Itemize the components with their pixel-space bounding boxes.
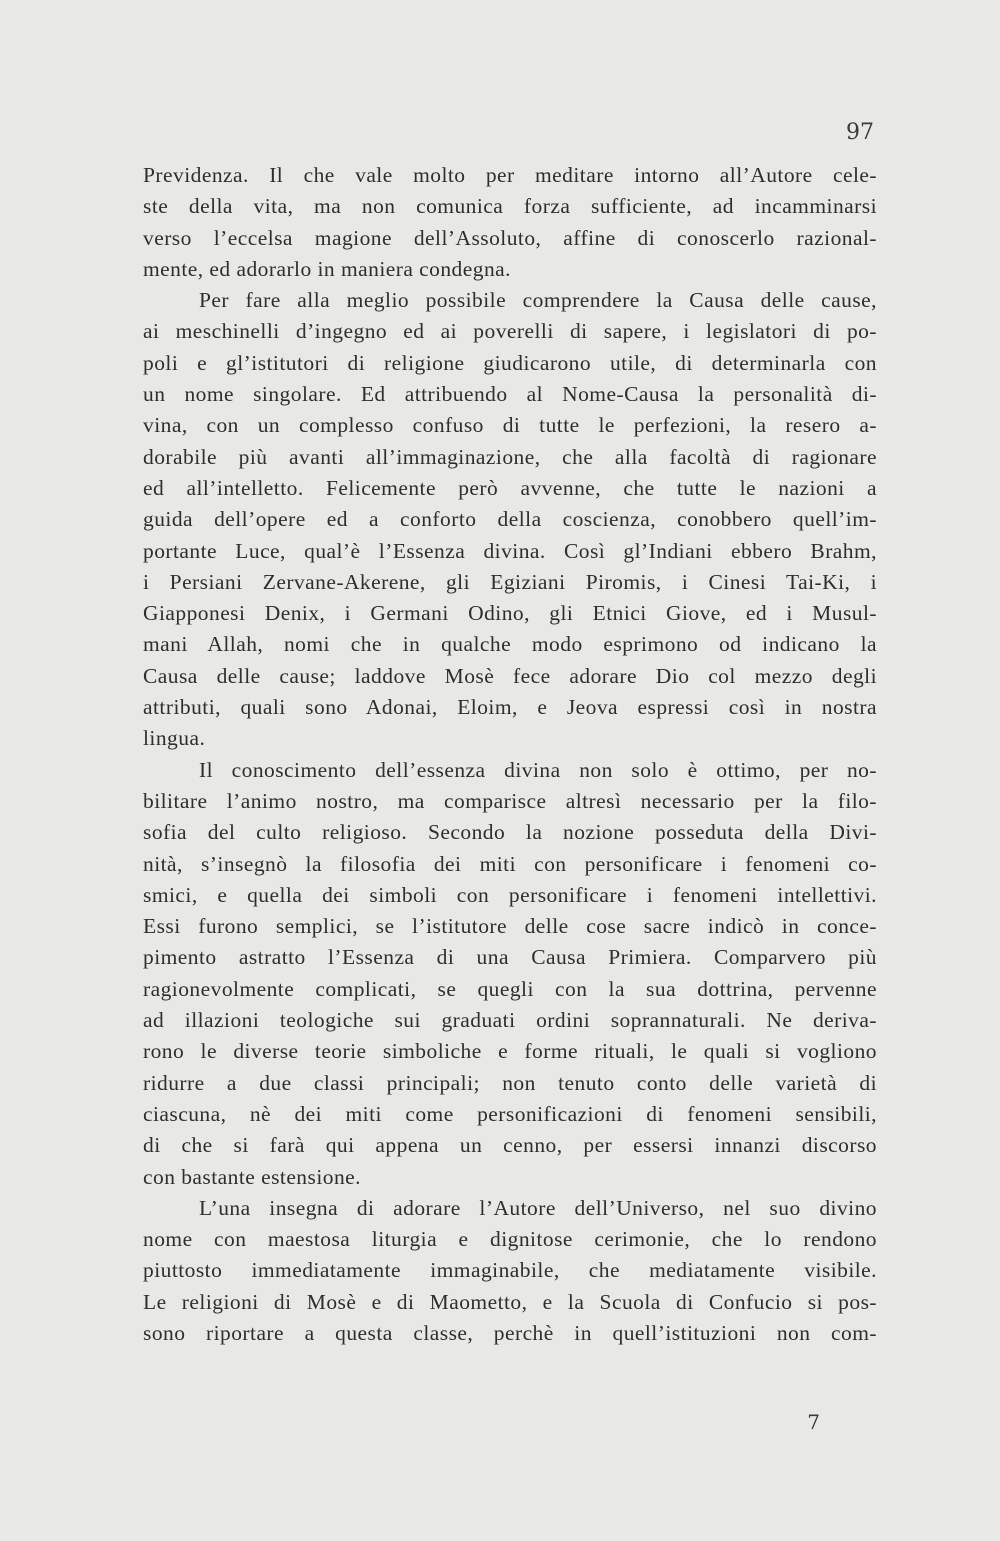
text-line: ragionevolmente complicati, se quegli con la sua dottrina, pervenne — [143, 976, 877, 1001]
text-line: Previdenza. Il che vale molto per meditare intorno all’Autore cele- — [143, 163, 877, 187]
text-line: Essi furono semplici, se l’istitutore delle cose sacre indicò in conce- — [143, 914, 877, 939]
text-line: ridurre a due classi principali; non tenuto conto delle varietà di — [143, 1070, 877, 1095]
text-line: nome con maestosa liturgia e dignitose cerimonie, che lo rendono — [143, 1227, 877, 1252]
text-line: Il conoscimento dell’essenza divina non solo è ottimo, per no- — [199, 757, 877, 782]
text-line: ciascuna, nè dei miti come personificazioni di fenomeni sensibili, — [143, 1101, 877, 1126]
text-line: ad illazioni teologiche sui graduati ordini soprannaturali. Ne deriva- — [143, 1008, 877, 1033]
text-line: Causa delle cause; laddove Mosè fece adorare Dio col mezzo degli — [143, 663, 877, 688]
text-line: ai meschinelli d’ingegno ed ai poverelli di sapere, i legislatori di po- — [143, 319, 877, 344]
text-line: con bastante estensione. — [143, 1164, 361, 1189]
text-line: rono le diverse teorie simboliche e forme rituali, le quali si vogliono — [143, 1039, 877, 1064]
text-line: bilitare l’animo nostro, ma comparisce altresì necessario per la filo- — [143, 788, 877, 813]
text-line: mente, ed adorarlo in maniera condegna. — [143, 256, 511, 281]
text-line: poli e gl’istitutori di religione giudicarono utile, di determinarla con — [143, 350, 877, 375]
text-line: guida dell’opere ed a conforto della coscienza, conobbero quell’im- — [143, 507, 877, 532]
text-line: attributi, quali sono Adonai, Eloim, e Jeova espressi così in nostra — [143, 695, 877, 720]
signature-mark: 7 — [807, 1410, 820, 1434]
text-line: ste della vita, ma non comunica forza sufficiente, ad incamminarsi — [143, 194, 877, 219]
text-line: piuttosto immediatamente immaginabile, che mediatamente visibile. — [143, 1258, 877, 1283]
text-line: sono riportare a questa classe, perchè in quell’istituzioni non com- — [143, 1320, 877, 1345]
text-line: nità, s’insegnò la filosofia dei miti con personificare i fenomeni co- — [143, 851, 877, 876]
text-line: L’una insegna di adorare l’Autore dell’Universo, nel suo divino — [199, 1195, 877, 1220]
text-line: i Persiani Zervane-Akerene, gli Egiziani Piromis, i Cinesi Tai-Ki, i — [143, 569, 877, 594]
text-line: Per fare alla meglio possibile comprendere la Causa delle cause, — [199, 288, 877, 313]
text-line: lingua. — [143, 726, 206, 751]
text-line: verso l’eccelsa magione dell’Assoluto, affine di conoscerlo razional- — [143, 225, 877, 250]
text-line: vina, con un complesso confuso di tutte le perfezioni, la resero a- — [143, 413, 877, 438]
text-line: portante Luce, qual’è l’Essenza divina. Così gl’Indiani ebbero Brahm, — [143, 538, 877, 563]
page-number: 97 — [846, 120, 874, 145]
body-text — [143, 160, 877, 1349]
text-line: di che si farà qui appena un cenno, per essersi innanzi discorso — [143, 1133, 877, 1158]
text-line: sofia del culto religioso. Secondo la nozione posseduta della Divi- — [143, 820, 877, 845]
text-line: dorabile più avanti all’immaginazione, che alla facoltà di ragionare — [143, 444, 877, 469]
text-line: pimento astratto l’Essenza di una Causa Primiera. Comparvero più — [143, 945, 877, 970]
text-line: un nome singolare. Ed attribuendo al Nome-Causa la personalità di- — [143, 382, 877, 407]
text-line: smici, e quella dei simboli con personificare i fenomeni intellettivi. — [143, 882, 877, 907]
text-line: ed all’intelletto. Felicemente però avvenne, che tutte le nazioni a — [143, 475, 877, 500]
text-line: mani Allah, nomi che in qualche modo esprimono od indicano la — [143, 632, 877, 657]
text-line: Giapponesi Denix, i Germani Odino, gli Etnici Giove, ed i Musul- — [143, 601, 877, 626]
text-line: Le religioni di Mosè e di Maometto, e la Scuola di Confucio si pos- — [143, 1289, 877, 1314]
